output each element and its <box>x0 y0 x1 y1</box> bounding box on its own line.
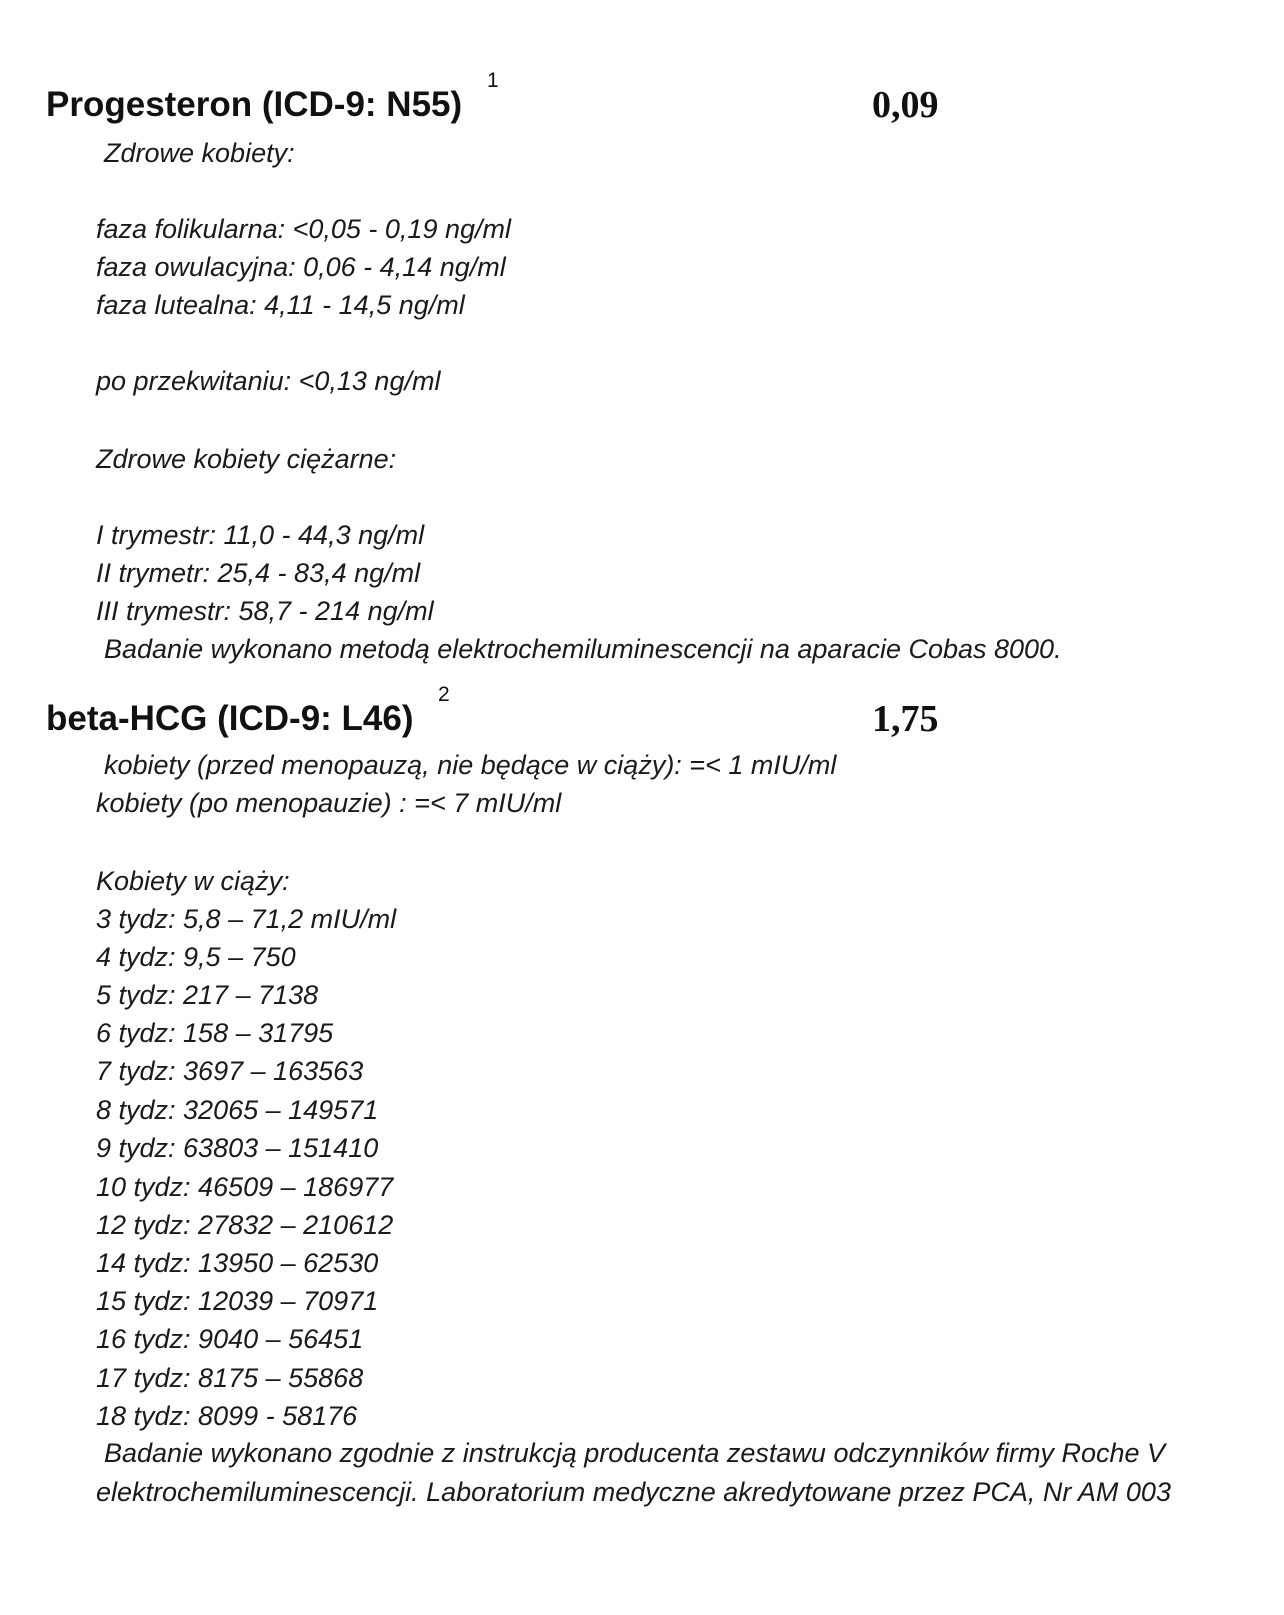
reference-line: Kobiety w ciąży: <box>96 866 290 896</box>
reference-line: kobiety (po menopauzie) : =< 7 mIU/ml <box>96 788 562 818</box>
reference-line: 17 tydz: 8175 – 55868 <box>96 1363 364 1393</box>
reference-line: po przekwitaniu: <0,13 ng/ml <box>96 366 441 396</box>
reference-line: III trymestr: 58,7 - 214 ng/ml <box>96 596 434 626</box>
reference-line: I trymestr: 11,0 - 44,3 ng/ml <box>96 520 425 550</box>
reference-line: faza lutealna: 4,11 - 14,5 ng/ml <box>96 290 465 320</box>
reference-line: 16 tydz: 9040 – 56451 <box>96 1324 364 1354</box>
test-header-beta-hcg <box>46 683 1246 744</box>
reference-line: 7 tydz: 3697 – 163563 <box>96 1056 364 1086</box>
reference-line: Zdrowe kobiety: <box>104 138 295 168</box>
test-header-progesteron <box>46 69 1246 130</box>
footnote-marker: 2 <box>438 683 450 706</box>
reference-line: 6 tydz: 158 – 31795 <box>96 1018 334 1048</box>
test-result-value: 1,75 <box>872 698 939 740</box>
reference-line: 5 tydz: 217 – 7138 <box>96 980 319 1010</box>
reference-line: 9 tydz: 63803 – 151410 <box>96 1133 379 1163</box>
method-note: Badanie wykonano metodą elektrochemiluminescencji na aparacie Cobas 8000. <box>104 634 1062 664</box>
test-name: Progesteron (ICD-9: N55) <box>46 85 463 124</box>
reference-line: kobiety (przed menopauzą, nie będące w ciąży): =< 1 mIU/ml <box>104 750 837 780</box>
reference-line: 3 tydz: 5,8 – 71,2 mIU/ml <box>96 904 397 934</box>
reference-line: 12 tydz: 27832 – 210612 <box>96 1210 394 1240</box>
reference-line: 10 tydz: 46509 – 186977 <box>96 1172 394 1202</box>
test-name: beta-HCG (ICD-9: L46) <box>46 699 414 738</box>
reference-line: faza owulacyjna: 0,06 - 4,14 ng/ml <box>96 252 506 282</box>
reference-line: faza folikularna: <0,05 - 0,19 ng/ml <box>96 214 511 244</box>
footnote-marker: 1 <box>487 69 499 92</box>
reference-line: Zdrowe kobiety ciężarne: <box>96 444 397 474</box>
test-result-value: 0,09 <box>872 84 939 126</box>
reference-line: 4 tydz: 9,5 – 750 <box>96 942 296 972</box>
reference-line: 14 tydz: 13950 – 62530 <box>96 1248 379 1278</box>
method-note: elektrochemiluminescencji. Laboratorium medyczne akredytowane przez PCA, Nr AM 003 <box>96 1477 1171 1507</box>
reference-line: 8 tydz: 32065 – 149571 <box>96 1095 379 1125</box>
reference-line: 15 tydz: 12039 – 70971 <box>96 1286 379 1316</box>
method-note: Badanie wykonano zgodnie z instrukcją producenta zestawu odczynników firmy Roche V <box>104 1438 1166 1468</box>
reference-line: 18 tydz: 8099 - 58176 <box>96 1401 358 1431</box>
reference-line: II trymetr: 25,4 - 83,4 ng/ml <box>96 558 421 588</box>
